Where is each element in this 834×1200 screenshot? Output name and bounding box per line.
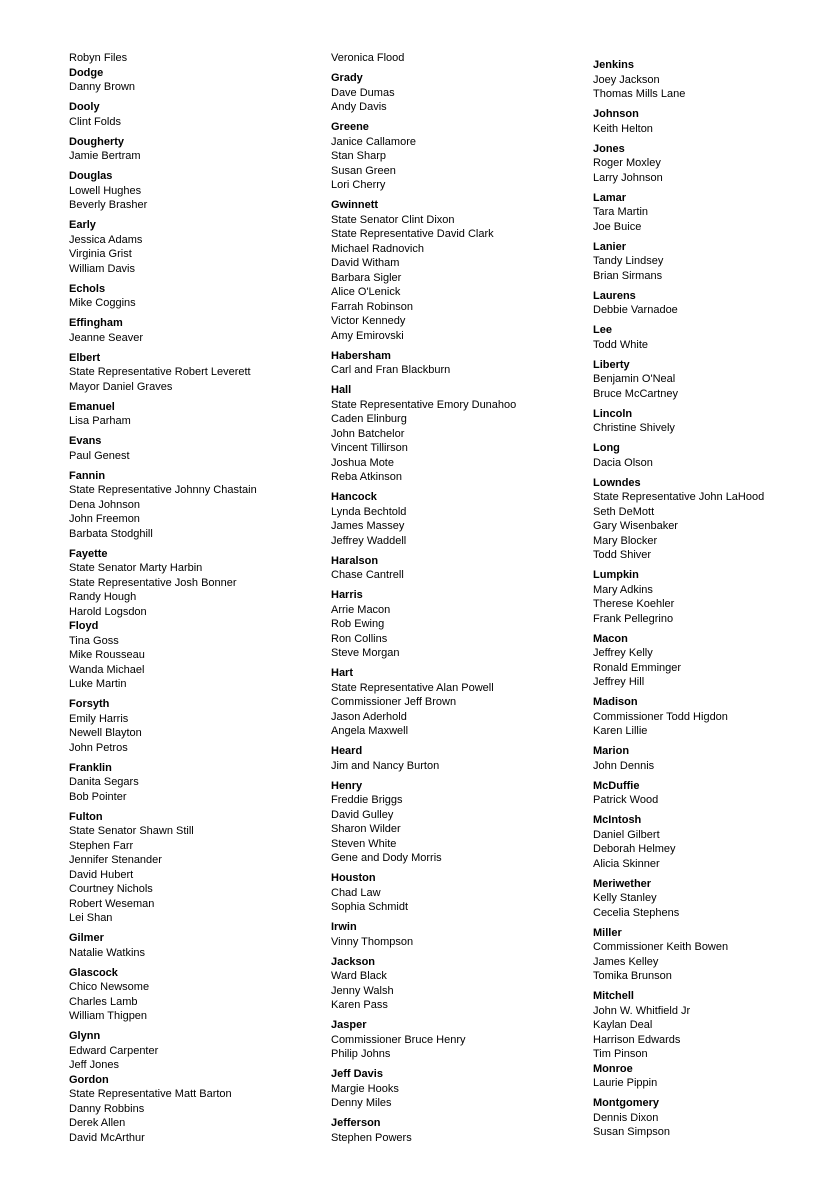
person-name: Frank Pellegrino [593,612,674,625]
person-name: State Representative Alan Powell [331,681,494,694]
person-name: Mary Adkins [593,583,653,596]
person-name: Steve Morgan [331,647,400,659]
county-group [69,66,309,95]
person-name: John Petros [69,741,128,754]
person-name: Charles Lamb [69,995,138,1008]
county-group [331,744,581,773]
person-name: Wanda Michael [69,663,145,676]
person-name: Todd White [593,338,649,351]
county-heading: Hancock [331,491,377,503]
county-group [593,632,828,690]
county-group [331,349,581,378]
person-name: Jim and Nancy Burton [331,759,440,772]
person-name: David Hubert [69,868,134,881]
person-name: Susan Simpson [593,1126,671,1138]
county-heading: Gordon [69,1073,109,1086]
person-name: State Senator Marty Harbin [69,562,203,574]
person-name: Commissioner Bruce Henry [331,1033,466,1046]
county-group [331,871,581,915]
person-name: Stephen Farr [69,839,134,852]
county-heading: Mitchell [593,990,634,1002]
person-name: State Representative Johnny Chastain [69,484,257,496]
county-heading: Monroe [593,1062,633,1075]
person-name: Beverly Brasher [69,199,148,211]
person-name: Bruce McCartney [593,387,678,400]
person-name: John Dennis [593,759,655,772]
person-name: Deborah Helmey [593,843,676,855]
person-name: David Witham [331,257,400,269]
county-group [69,469,309,542]
person-name: Dave Dumas [331,86,395,99]
county-heading: Irwin [331,921,357,933]
county-heading: Long [593,442,620,454]
person-name: Michael Radnovich [331,242,424,255]
person-name: Larry Johnson [593,171,663,184]
county-group [69,810,309,926]
county-group [331,920,581,949]
person-name: Farrah Robinson [331,300,413,313]
county-heading: Harris [331,589,363,601]
county-heading: Jones [593,142,625,155]
person-name: Seth DeMott [593,505,655,518]
person-name: Courtney Nichols [69,883,153,895]
county-heading: Henry [331,779,363,792]
person-name: Jason Aderhold [331,710,407,723]
county-heading: Emanuel [69,400,115,413]
person-name: Tim Pinson [593,1048,648,1060]
person-name: Todd Shiver [593,549,652,561]
person-name: Ron Collins [331,632,388,645]
county-heading: Echols [69,282,106,295]
county-heading: Macon [593,632,628,645]
county-group [593,1062,828,1091]
person-name: Danny Robbins [69,1102,145,1115]
person-name: Commissioner Keith Bowen [593,941,729,953]
person-name: Danita Segars [69,776,139,788]
person-name: Sophia Schmidt [331,901,409,913]
person-name: Susan Green [331,164,396,177]
county-group [593,476,828,563]
person-name: Benjamin O'Neal [593,373,676,385]
person-name: Mike Rousseau [69,649,145,661]
person-name: Joshua Mote [331,456,394,469]
county-heading: Jackson [331,955,376,968]
county-heading: Johnson [593,108,639,120]
county-heading: Hart [331,667,354,679]
county-group [69,761,309,805]
county-heading: Jenkins [593,59,634,71]
person-name: Lisa Parham [69,415,131,427]
person-name: Derek Allen [69,1117,126,1129]
county-group [593,441,828,470]
person-name: Jeff Jones [69,1059,119,1071]
person-name: Alice O'Lenick [331,286,401,298]
person-name: Andy Davis [331,101,387,113]
person-name: Paul Genest [69,449,130,462]
person-name: Dena Johnson [69,498,140,511]
county-heading: Lincoln [593,407,633,420]
county-heading: Laurens [593,289,636,302]
county-heading: Elbert [69,351,101,364]
person-name: Christine Shively [593,422,675,434]
person-name: John Batchelor [331,427,405,440]
column-2 [331,51,581,1145]
person-name: Sharon Wilder [331,823,401,835]
county-group [593,107,828,136]
person-name: Virginia Grist [69,248,132,260]
county-group [331,383,581,485]
county-heading: Miller [593,926,622,939]
person-name: State Senator Clint Dixon [331,213,455,226]
person-name: Dacia Olson [593,456,653,469]
county-heading: Liberty [593,358,630,371]
person-name: Freddie Briggs [331,794,403,806]
person-name: Roger Moxley [593,157,661,169]
continued-name: Robyn Files [69,52,128,64]
person-name: State Senator Shawn Still [69,825,194,837]
person-name: Harrison Edwards [593,1033,681,1046]
county-heading: Early [69,219,96,231]
county-heading: Fayette [69,547,108,560]
county-group [593,744,828,773]
person-name: Alicia Skinner [593,857,660,870]
county-heading: Dougherty [69,135,124,148]
person-name: State Representative Matt Barton [69,1088,232,1100]
person-name: Barbata Stodghill [69,527,153,540]
person-name: Jeffrey Waddell [331,534,407,547]
county-heading: Meriwether [593,877,652,890]
county-heading: Dodge [69,66,104,79]
person-name: Luke Martin [69,678,127,690]
county-group [69,100,309,129]
person-name: Mayor Daniel Graves [69,380,173,393]
county-group [69,169,309,213]
person-name: Philip Johns [331,1048,391,1060]
county-group [593,926,828,984]
county-group [593,877,828,921]
county-group [593,191,828,235]
county-group [331,120,581,193]
county-heading: Gilmer [69,932,104,944]
person-name: Stephen Powers [331,1131,412,1144]
county-heading: Fannin [69,469,106,482]
person-name: Carl and Fran Blackburn [331,364,451,376]
person-name: Cecelia Stephens [593,906,680,919]
person-name: Steven White [331,837,397,850]
county-group [593,568,828,626]
county-group [69,135,309,164]
county-group [593,779,828,808]
person-name: Keith Helton [593,122,653,135]
county-group [331,1116,581,1145]
county-group [593,989,828,1062]
person-name: Karen Lillie [593,725,648,737]
person-name: Tandy Lindsey [593,255,664,267]
county-group [69,547,309,620]
county-group [69,931,309,960]
county-heading: Franklin [69,761,112,774]
person-name: Dennis Dixon [593,1111,659,1124]
person-name: Danny Brown [69,81,136,93]
person-name: Margie Hooks [331,1082,399,1095]
person-name: James Massey [331,520,405,532]
county-group [69,316,309,345]
person-name: Chico Newsome [69,981,150,993]
county-group [593,323,828,352]
continued-name: Veronica Flood [331,52,405,64]
person-name: Ward Black [331,970,387,982]
person-name: John Freemon [69,513,140,525]
person-name: Karen Pass [331,999,388,1011]
person-name: Gary Wisenbaker [593,520,678,532]
county-heading: McIntosh [593,814,642,826]
county-group [593,1096,828,1140]
person-name: William Davis [69,262,135,275]
county-group [69,966,309,1024]
person-name: Randy Hough [69,591,137,603]
county-heading: Evans [69,435,102,447]
county-heading: Heard [331,745,363,757]
county-group [593,407,828,436]
person-name: Vincent Tillirson [331,442,408,454]
county-heading: Forsyth [69,698,110,710]
county-heading: Effingham [69,317,123,329]
person-name: Jenny Walsh [331,984,394,997]
person-name: State Representative John LaHood [593,491,765,503]
person-name: Arrie Macon [331,603,391,616]
county-group [331,198,581,343]
county-heading: Glynn [69,1030,101,1042]
county-group [69,400,309,429]
person-name: State Representative Robert Leverett [69,366,251,378]
person-name: James Kelley [593,955,659,968]
person-name: Victor Kennedy [331,315,406,327]
person-name: State Representative Emory Dunahoo [331,398,517,411]
person-name: Edward Carpenter [69,1044,159,1057]
person-name: David McArthur [69,1131,145,1144]
county-group [593,813,828,871]
person-name: Kaylan Deal [593,1019,653,1031]
person-name: Commissioner Todd Higdon [593,710,728,723]
person-name: Bob Pointer [69,790,127,803]
person-name: Joey Jackson [593,73,660,86]
county-heading: Lamar [593,191,627,204]
county-group [593,695,828,739]
person-name: Tina Goss [69,634,119,647]
county-heading: Madison [593,696,638,708]
person-name: Robert Weseman [69,897,155,910]
person-name: Commissioner Jeff Brown [331,696,457,708]
county-heading: Lumpkin [593,569,639,581]
county-group [331,666,581,739]
person-name: Chad Law [331,886,381,899]
person-name: Newell Blayton [69,727,142,739]
person-name: Mary Blocker [593,534,658,547]
person-name: Denny Miles [331,1097,392,1109]
county-group [69,351,309,395]
person-name: Joe Buice [593,220,642,233]
county-group [593,358,828,402]
person-name: Stan Sharp [331,150,387,162]
county-group [593,58,828,102]
county-group [331,554,581,583]
county-group [69,1029,309,1073]
county-group [593,142,828,186]
person-name: Clint Folds [69,115,121,128]
county-heading: McDuffie [593,779,640,792]
county-group [331,588,581,661]
person-name: David Gulley [331,808,394,821]
county-heading: Habersham [331,349,391,362]
county-heading: Dooly [69,101,100,113]
county-heading: Marion [593,745,630,757]
person-name: Tomika Brunson [593,970,672,982]
person-name: Jamie Bertram [69,150,141,162]
person-name: Lei Shan [69,912,113,924]
county-heading: Hall [331,384,352,396]
county-heading: Floyd [69,620,99,632]
county-heading: Houston [331,872,376,884]
county-heading: Lee [593,324,612,336]
person-name: Angela Maxwell [331,725,409,737]
person-name: Jeffrey Kelly [593,647,653,659]
person-name: State Representative Josh Bonner [69,576,237,589]
county-heading: Glascock [69,966,118,979]
person-name: Gene and Dody Morris [331,852,442,864]
person-name: Natalie Watkins [69,946,146,959]
person-name: Kelly Stanley [593,892,657,904]
county-heading: Jasper [331,1019,367,1031]
county-heading: Jeff Davis [331,1068,383,1080]
county-heading: Grady [331,72,363,84]
column-3 [593,58,828,1140]
county-group [69,282,309,311]
county-group [331,1067,581,1111]
person-name: Daniel Gilbert [593,828,660,841]
person-name: Janice Callamore [331,135,416,148]
person-name: Lowell Hughes [69,184,142,197]
county-heading: Montgomery [593,1097,659,1109]
county-group [331,490,581,548]
county-heading: Haralson [331,554,379,567]
county-group [593,289,828,318]
person-name: William Thigpen [69,1010,148,1022]
person-name: Laurie Pippin [593,1077,658,1089]
county-group [331,955,581,1013]
person-name: Jennifer Stenander [69,854,162,866]
person-name: Mike Coggins [69,297,136,309]
person-name: Tara Martin [593,206,649,218]
county-group [69,218,309,276]
county-group [593,240,828,284]
county-heading: Lowndes [593,476,641,489]
person-name: Harold Logsdon [69,605,147,618]
county-heading: Jefferson [331,1117,381,1129]
person-name: John W. Whitfield Jr [593,1004,691,1017]
county-group [69,1073,309,1146]
county-group [69,697,309,755]
person-name: Lori Cherry [331,179,386,191]
county-heading: Greene [331,121,369,133]
person-name: Ronald Emminger [593,661,682,674]
person-name: Brian Sirmans [593,269,663,282]
person-name: Emily Harris [69,712,129,725]
person-name: Jeanne Seaver [69,331,143,344]
person-name: Rob Ewing [331,618,385,630]
county-group [331,1018,581,1062]
person-name: Thomas Mills Lane [593,88,686,100]
county-group [69,434,309,463]
county-group [69,619,309,692]
person-name: Vinny Thompson [331,935,414,948]
county-heading: Fulton [69,810,103,823]
county-heading: Douglas [69,170,113,182]
county-group [331,71,581,115]
person-name: Reba Atkinson [331,471,402,483]
person-name: Chase Cantrell [331,569,404,581]
person-name: Jessica Adams [69,233,143,246]
column-1 [69,51,309,1145]
person-name: Lynda Bechtold [331,505,407,518]
person-name: Patrick Wood [593,794,659,806]
person-name: State Representative David Clark [331,228,494,240]
person-name: Amy Emirovski [331,329,404,342]
person-name: Caden Elinburg [331,413,407,425]
county-heading: Lanier [593,240,627,253]
person-name: Jeffrey Hill [593,676,645,688]
person-name: Therese Koehler [593,598,675,610]
person-name: Debbie Varnadoe [593,304,678,316]
person-name: Barbara Sigler [331,271,402,284]
county-heading: Gwinnett [331,199,379,211]
county-group [331,779,581,866]
